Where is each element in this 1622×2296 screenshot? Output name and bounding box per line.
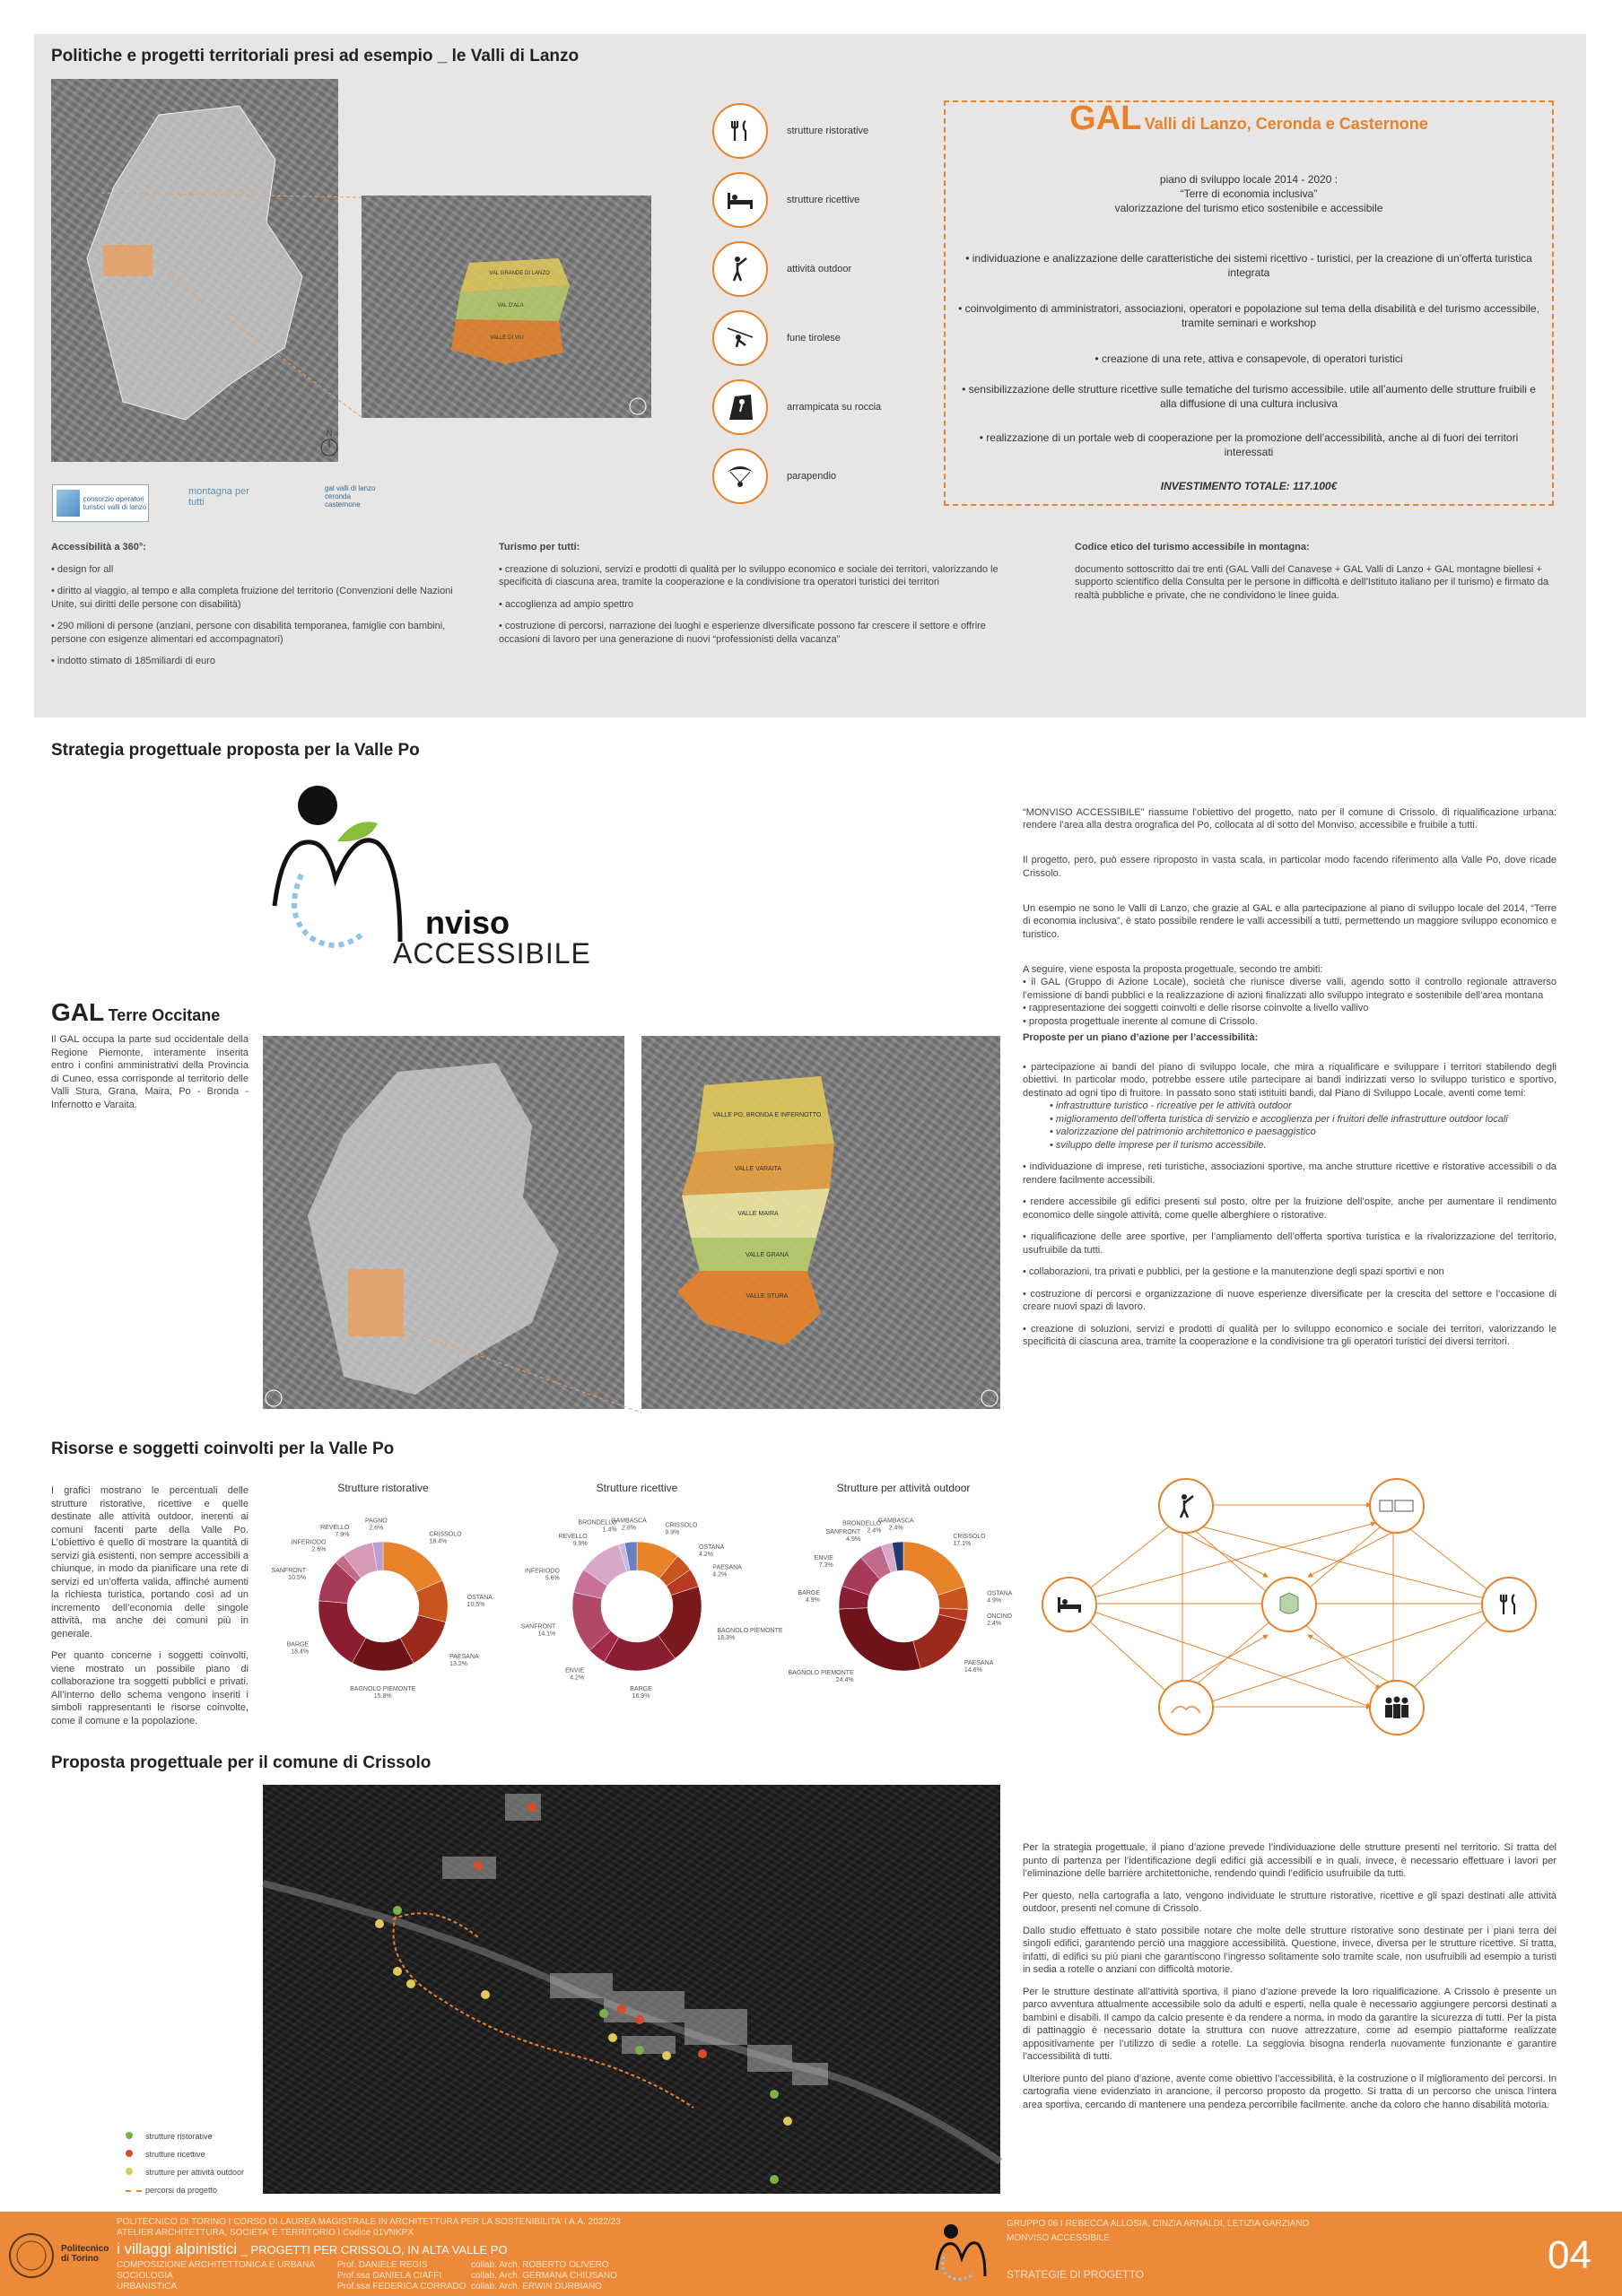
slice-value: 7.3%: [818, 1561, 833, 1569]
slice-value: 1.4%: [602, 1526, 617, 1534]
slice-label: ONCINO: [987, 1613, 1013, 1620]
slice-value: 18.4%: [291, 1648, 310, 1656]
slice-value: 4.9%: [846, 1536, 861, 1544]
crissolo-map: [263, 1785, 1000, 2194]
icon-label: attività outdoor: [787, 264, 852, 274]
action-plan: Proposte per un piano d’azione per l’accessibilità: • partecipazione ai bandi del piano di sviluppo locale, che mira a riqualificare e sviluppare i territori stabilendo degli obiettivi. In particolar modo, potrebbe essere utile partecipare ai bandi indirizzati verso lo sviluppo turistico e sportivo, destinato ad ogni tipo di fruitore. In passato sono stati istituiti bandi, dal Piano di Sviluppo Locale, aventi come temi: • infrastrutture turistico - ricreative per le attività outdoor • miglioramento dell’offerta turistica di servizio e accoglienza per i fruitori delle infrastrutture outdoor locali • valorizzazione del patrimonio architettonico e paesaggistico • sviluppo delle imprese per il turismo accessibile. • individuazione di imprese, reti turistiche, associazioni sportive, ma anche strutture ricettive e ristorative accessibili o da rendere facilmente accessibili. • rendere accessibile gli edifici presenti sul posto, oltre per la fruizione dell’ospite, anche per aumentare il rendimento economico delle singole attività, come quelle alberghiere o ristorative. • riqualificazione delle aree sportive, per l’ampliamento dell’offerta sportiva turistica e la rivalorizzazione del territorio, usufruibile da tutti. • collaborazioni, tra privati e pubblici, per la gestione e la manutenzione degli spazi sportivi e non • costruzione di percorsi e organizzazione di nuove esperienze diversificate per la crescita del settore e l’occasione di creare nuovi spazi di lavoro. • creazione di soluzioni, servizi e prodotti di qualità per lo sviluppo economico e sociale dei territori, valorizzando le specificità di ciascuna area, tramite la cooperazione e la condivisione tra gli operatori turistici dei diversi territori.: [1023, 1032, 1557, 1347]
consorzio-logo: consorzio operatori turistici valli di lanzo: [52, 484, 149, 522]
slice-value: 4.9%: [805, 1597, 820, 1605]
north-arrow: N: [318, 429, 340, 459]
slice-label: BRONDELLO: [842, 1520, 882, 1527]
section2-title: Strategia progettuale proposta per la Valle Po: [51, 741, 420, 760]
map-legend: strutture ristorative strutture ricettive strutture per attività outdoor percorsi da progetto: [126, 2127, 244, 2199]
donut-slice: [903, 1542, 965, 1596]
slice-value: 15.8%: [373, 1692, 392, 1700]
slice-label: BARGE: [630, 1685, 652, 1692]
slice-label: OSTANA: [698, 1544, 725, 1552]
gal-bullet: • sensibilizzazione delle strutture ricettive sulle tematiche del turismo accessibile. utile all’aumento delle strutture fruibili e alla diffusione di una cultura inclusiva: [962, 383, 1536, 410]
footer-line2: ATELIER ARCHITETTURA, SOCIETA’ E TERRITORIO I Codice 01VNKPX: [117, 2228, 414, 2238]
gal-occitane-heading: GAL Terre Occitane: [51, 998, 221, 1026]
slice-value: 10.5%: [288, 1574, 307, 1581]
slice-label: REVELLO: [558, 1533, 588, 1540]
slice-label: OSTANA: [987, 1590, 1013, 1597]
valley-label: VALLE MAIRA: [737, 1211, 779, 1217]
municipality-node-icon: [1261, 1577, 1317, 1632]
slice-label: SANFRONT: [520, 1623, 556, 1631]
slice-label: SANFRONT: [271, 1567, 307, 1574]
slice-value: 5.6%: [545, 1575, 560, 1582]
donut-chart: [516, 1494, 783, 1709]
accessibility-column: Accessibilità a 360°: • design for all • diritto al viaggio, al tempo e alla completa fruizione del territorio (Convenzioni delle Nazioni Unite, sui diritti delle persone con disabilità) • 290 milioni di persone (anziani, persone con disabilità temporanea, famiglie con bambini, persone con esigenze alimentari ed accompagnatori) • indotto stimato di 185miliardi di euro: [51, 542, 453, 666]
slice-value: 2.4%: [987, 1620, 1002, 1627]
slice-value: 18.4%: [429, 1538, 448, 1545]
slice-value: 7.9%: [335, 1531, 350, 1538]
slice-label: ENVIE: [814, 1554, 833, 1561]
red-dot-icon: [126, 2150, 133, 2157]
slice-value: 13.2%: [449, 1660, 468, 1667]
slice-value: 4.2%: [712, 1571, 728, 1578]
montagna-node-icon: [1158, 1680, 1214, 1735]
gal-bullet: • realizzazione di un portale web di cooperazione per la promozione dell’accessibilità, anche al di fuori dei territori interessati: [979, 431, 1519, 458]
group-members: GRUPPO 06 I REBECCA ALLOSIA, CINZIA ARNALDI, LETIZIA GARZIANO: [1007, 2219, 1310, 2229]
slice-value: 2.6%: [369, 1525, 384, 1532]
gal-bullet: • creazione di una rete, attiva e consapevole, di operatori turistici: [1094, 352, 1403, 365]
slice-label: INFERIODO: [291, 1539, 327, 1546]
population-node-icon: [1369, 1680, 1425, 1735]
section1-title: Politiche e progetti territoriali presi ad esempio _ le Valli di Lanzo: [51, 47, 580, 65]
slice-label: SANFRONT: [825, 1529, 861, 1536]
dashed-path-icon: [126, 2190, 142, 2192]
strategy-label: STRATEGIE DI PROGETTO: [1007, 2268, 1144, 2281]
slice-value: 4.2%: [570, 1674, 585, 1682]
slice-value: 4.2%: [698, 1552, 713, 1559]
slice-value: 9.9%: [572, 1540, 588, 1547]
gal-subtitle: Valli di Lanzo, Ceronda e Casternone: [1144, 115, 1428, 133]
highlight-area: [348, 1269, 404, 1336]
donut-ristorative: [262, 1482, 504, 1715]
slice-label: PAESANA: [712, 1564, 742, 1571]
footer-line1: POLITECNICO DI TORINO I CORSO DI LAUREA MAGISTRALE IN ARCHITETTURA PER LA SOSTENIBILITA’ I A.A. 2022/23: [117, 2217, 621, 2227]
slice-label: OSTANA: [467, 1595, 493, 1602]
slice-label: REVELLO: [320, 1524, 350, 1531]
politecnico-seal-icon: [7, 2231, 56, 2280]
valley-label: VALLE PO, BRONDA E INFERNOTTO: [712, 1112, 822, 1118]
logos-node-icon: [1369, 1478, 1425, 1534]
logo-image: [57, 490, 80, 517]
plan-line: valorizzazione del turismo etico sostenibile e accessibile: [1114, 202, 1383, 214]
footer: [0, 2212, 1622, 2296]
gal-occitane-text: Il GAL occupa la parte sud occidentale della Regione Piemonte, interamente inserita entro i confini amministrativi della Provincia di Cuneo, essa corrisponde al territorio delle Valli Stura, Grana, Maira, Po - Bronda - Infernotto e Varaita.: [51, 1034, 249, 1110]
actors-diagram: [1025, 1469, 1559, 1743]
slice-value: 16.9%: [632, 1692, 650, 1700]
slice-value: 10.5%: [467, 1602, 485, 1609]
valley-label: VALLE STURA: [746, 1293, 789, 1300]
slice-value: 9.9%: [665, 1529, 680, 1536]
donut-ricettive: [516, 1482, 783, 1715]
fork-knife-node-icon: [1481, 1577, 1537, 1632]
slice-label: BARGE: [798, 1590, 820, 1597]
gal-bullet: • individuazione e analizzazione delle caratteristiche dei sistemi ricettivo - turistici, per la creazione di un’offerta turistica integrata: [965, 252, 1532, 279]
slice-value: 14.6%: [964, 1667, 982, 1674]
intro-text: “MONVISO ACCESSIBILE” riassume l’obiettivo del progetto, nato per il comune di Crissolo, di riqualificazione urbana: rendere l’area alla destra orografica del Po, collocata al di sotto del Monviso, accessibile e fruibile a tutti. Il progetto, però, può essere riproposto in vasta scala, in particolar modo facendo riferimento alla Valle Po, dove ricade Crissolo. Un esempio ne sono le Valli di Lanzo, che grazie al GAL e alla partecipazione al piano di sviluppo locale del 2014, “Terre di economia inclusiva”, è stato possibile rendere le valli accessibili a tutti, permettendo un maggiore sviluppo economico e turistico. A seguire, viene esposta la proposta progettuale, secondo tre ambiti: • il GAL (Gruppo di Azione Locale), società che riunisce diverse valli, agendo sotto il controllo regionale attraverso l’emissione di bandi pubblici e la realizzazione di azioni finalizzati allo sviluppo integrato e sostenibile dell’area montana • rappresentazione dei soggetti coinvolti e delle risorse coinvolte a livello vallivo • proposta progettuale inerente al comune di Crissolo.: [1023, 806, 1557, 1027]
slice-label: GAMBASCA: [611, 1518, 647, 1525]
gal-lanzo-logo: gal valli di lanzo ceronda casternone: [325, 484, 376, 509]
slice-value: 2.8%: [621, 1525, 636, 1532]
green-dot-icon: [126, 2132, 133, 2139]
crissolo-text: Per la strategia progettuale, il piano d’azione prevede l’individuazione delle strutture presenti nel territorio. Si tratta del punto di partenza per l’identificazione degli edifici già accessibili e in quali, invece, è necessario effettuare i lavori per l’eliminazione delle barriere architettoniche, rendendo quindi l’edificio usufruibile da tutti. Per questo, nella cartografia a lato, vengono individuate le strutture ristorative, ricettive e gli spazi destinati alle attività outdoor, presenti nel comune di Crissolo. Dallo studio effettuato è stato possibile notare che molte delle strutture ristorative sono destinate per i piani terra dei singoli edifici, garantendo perciò una maggiore accessibilità. Questione, invece, diversa per le strutture ricettive. Si tratta, infatti, di edifici su più piani che garantiscono l’ingresso solitamente solo tramite scale, non usufruibili ad esempio a turisti in sedia a rotelle o anziani con difficoltà motorie. Per le strutture destinate all’attività sportiva, il piano d’azione prevede la loro riqualificazione. A Crissolo è presente un parco avventura attualmente accessibile solo da adulti e esperti, nella quale è necessario aggiungere percorsi destinati a bambini e disabili. Il campo da calcio presente è da rendere a norma, in modo da garantire la sicurezza di tutti. Per la pista di pattinaggio è necessario dotate la struttura con nuove attrezzature, come ad esempio piattaforme realizzate appositivamente per l’utilizzo di sedie a rotelle. La seggiovia bisogna renderla nuovamente funzionante e garantire l’accessibilità di tutti. Ulteriore punto del piano d’azione, avente come obiettivo l’accessibilità, è la costruzione o il miglioramento dei percorsi. In cartografia viene evidenziato in arancione, il percorso proposto da progetto. Si tratta di un percorso che unisca l’intera area sportiva, cercando di mantenere una pendeza percorribile facilmente. anche da coloro che hanno disabilità motoria.: [1023, 1842, 1557, 2110]
donut-slice: [839, 1608, 920, 1671]
collaborators: collab. Arch. ROBERTO OLIVERO collab. Arch. GERMANA CHIUSANO collab. Arch. ERWIN DURBIANO: [471, 2260, 617, 2292]
hiker-node-icon: [1158, 1478, 1214, 1534]
slice-label: PAESANA: [449, 1653, 479, 1660]
hiker-icon: [712, 241, 768, 297]
plan-line: piano di sviluppo locale 2014 - 2020 :: [1159, 173, 1339, 186]
monviso-footer-logo-icon: [933, 2221, 987, 2283]
paraglider-icon: [712, 448, 768, 504]
donut-outdoor: [782, 1482, 1025, 1715]
logo-word: ACCESSIBILE: [393, 937, 591, 970]
slice-label: INFERIODO: [524, 1568, 560, 1575]
icon-label: arrampicata su roccia: [787, 402, 882, 413]
icon-label: parapendio: [787, 471, 837, 482]
plan-line: “Terre di economia inclusiva”: [1180, 187, 1318, 200]
slice-label: PAESANA: [964, 1660, 994, 1667]
donut-chart: [262, 1494, 504, 1709]
slice-label: CRISSOLO: [953, 1534, 986, 1541]
slice-label: BARGE: [286, 1641, 310, 1648]
donut-chart: [782, 1494, 1025, 1709]
page-number: 04: [1548, 2233, 1591, 2277]
icon-label: fune tirolese: [787, 333, 841, 344]
lanzo-zoom-map: [362, 196, 651, 418]
zipline-icon: [712, 310, 768, 366]
map-label: VAL GRANDE DI LANZO: [489, 271, 550, 276]
slice-label: BAGNOLO PIEMONTE: [717, 1628, 783, 1635]
slice-value: 2.4%: [867, 1527, 882, 1535]
slice-value: 2.6%: [311, 1546, 327, 1553]
slice-label: PAGNO: [364, 1518, 388, 1525]
tourism-column: Turismo per tutti: • creazione di soluzioni, servizi e prodotti di qualità per lo sviluppo economico e sociale dei territori, valorizzando le specificità di ciascuna area, tramite la cooperazione e la condivisione tra operatori turistici dei territori • accoglienza ad ampio spettro • costruzione di percorsi, narrazione dei luoghi e esperienze diversificate possono far crescere il settore e offrire occasioni di lavoro per una generazione di nuovi “professionisti della vacanza”: [499, 542, 998, 645]
gal-bullet: • coinvolgimento di amministratori, associazioni, operatori e popolazione sul tema della disabilità e del turismo accessibile, tramite seminari e workshop: [958, 302, 1539, 329]
project-name: MONVISO ACCESSIBILE: [1007, 2233, 1111, 2243]
map-label: VAL D'ALA: [497, 303, 524, 309]
icon-label: strutture ristorative: [787, 126, 869, 136]
yellow-dot-icon: [126, 2168, 133, 2175]
politecnico-name: Politecnico di Torino: [61, 2244, 109, 2264]
icon-label: strutture ricettive: [787, 195, 860, 205]
valley-label: VALLE GRANA: [745, 1252, 789, 1258]
slice-value: 2.4%: [888, 1525, 903, 1532]
monviso-logo: [266, 780, 606, 978]
course-title: i villaggi alpinistici _ PROGETTI PER CRISSOLO, IN ALTA VALLE PO: [117, 2240, 508, 2257]
slice-label: BAGNOLO PIEMONTE: [788, 1669, 854, 1676]
slice-value: 14.1%: [537, 1631, 556, 1638]
slice-label: BRONDELLO: [578, 1519, 617, 1526]
section3-title: Risorse e soggetti coinvolti per la Valle Po: [51, 1439, 395, 1458]
montagna-per-tutti-logo: montagna per tutti: [188, 486, 249, 508]
slice-value: 24.4%: [835, 1676, 854, 1683]
slice-label: CRISSOLO: [429, 1531, 462, 1538]
map-label: VALLE DI VIU: [490, 335, 524, 341]
slice-label: GAMBASCA: [877, 1518, 914, 1525]
investment-total: INVESTIMENTO TOTALE: 117.100€: [1160, 480, 1338, 492]
climber-icon: [712, 379, 768, 435]
professors: Prof. DANIELE REGIS Prof.ssa DANIELA CIAFFI Prof.ssa FEDERICA CORRADO: [337, 2260, 467, 2292]
resources-text: I grafici mostrano le percentuali delle strutture ristorative, ricettive e quelle destinate alle attività outdoor, inerenti ai comuni facenti parte della Valle Po. L’obiettivo è quello di mostrare la quantità di servizi già esistenti, non sempre accessibili a chiunque, in modo da pianificare una rete di servizi ed un’offerta valida, affinché aumenti la richiesta turistica, portando così ad un incremento dell’economia delle singole attività, ma anche dei comuni più in generale. Per quanto concerne i soggetti coinvolti, viene mostrato un possibile piano di collaborazione tra soggetti pubblici e privati. All’interno dello schema vengono inseriti i simboli rappresentanti le risorse coinvolte, come il comune e la popolazione.: [51, 1485, 249, 1726]
donut-title: Strutture per attività outdoor: [836, 1482, 971, 1494]
valley-label: VALLE VARAITA: [734, 1166, 782, 1172]
fork-knife-icon: [712, 103, 768, 159]
slice-label: BAGNOLO PIEMONTE: [350, 1685, 416, 1692]
gal-heading: GAL: [1069, 100, 1142, 137]
slice-label: CRISSOLO: [665, 1522, 698, 1529]
gal-lanzo-box: [944, 100, 1554, 506]
donut-title: Strutture ristorative: [337, 1482, 429, 1494]
bed-node-icon: [1042, 1577, 1097, 1632]
zoom-lines-2: [404, 1327, 646, 1417]
slice-value: 18.3%: [717, 1635, 736, 1642]
valleys-zoom-map: [641, 1036, 1000, 1409]
donut-slice: [913, 1614, 967, 1668]
slice-value: 17.1%: [953, 1541, 972, 1548]
slice-value: 4.9%: [987, 1597, 1002, 1605]
section4-title: Proposta progettuale per il comune di Crissolo: [51, 1753, 432, 1772]
ethics-code-column: Codice etico del turismo accessibile in montagna: documento sottoscritto dai tre enti (GAL Valli del Canavese + GAL Valli di Lanzo + GAL montagne biellesi + supporto scientifico della Consulta per le persone in difficoltà e dell’Istituto italiano per il turismo) e firmato da realtà pubbliche e private, che ne condividono le linee guida.: [1075, 542, 1549, 601]
bed-icon: [712, 172, 768, 228]
subjects: COMPOSIZIONE ARCHITETTONICA E URBANA SOCIOLOGIA URBANISTICA: [117, 2260, 315, 2292]
north-arrow-icon: [319, 438, 339, 457]
slice-label: ENVIE: [565, 1667, 585, 1674]
logo-word: nviso: [425, 904, 510, 941]
zoom-lines: [101, 193, 371, 426]
donut-title: Strutture ricettive: [596, 1482, 678, 1494]
